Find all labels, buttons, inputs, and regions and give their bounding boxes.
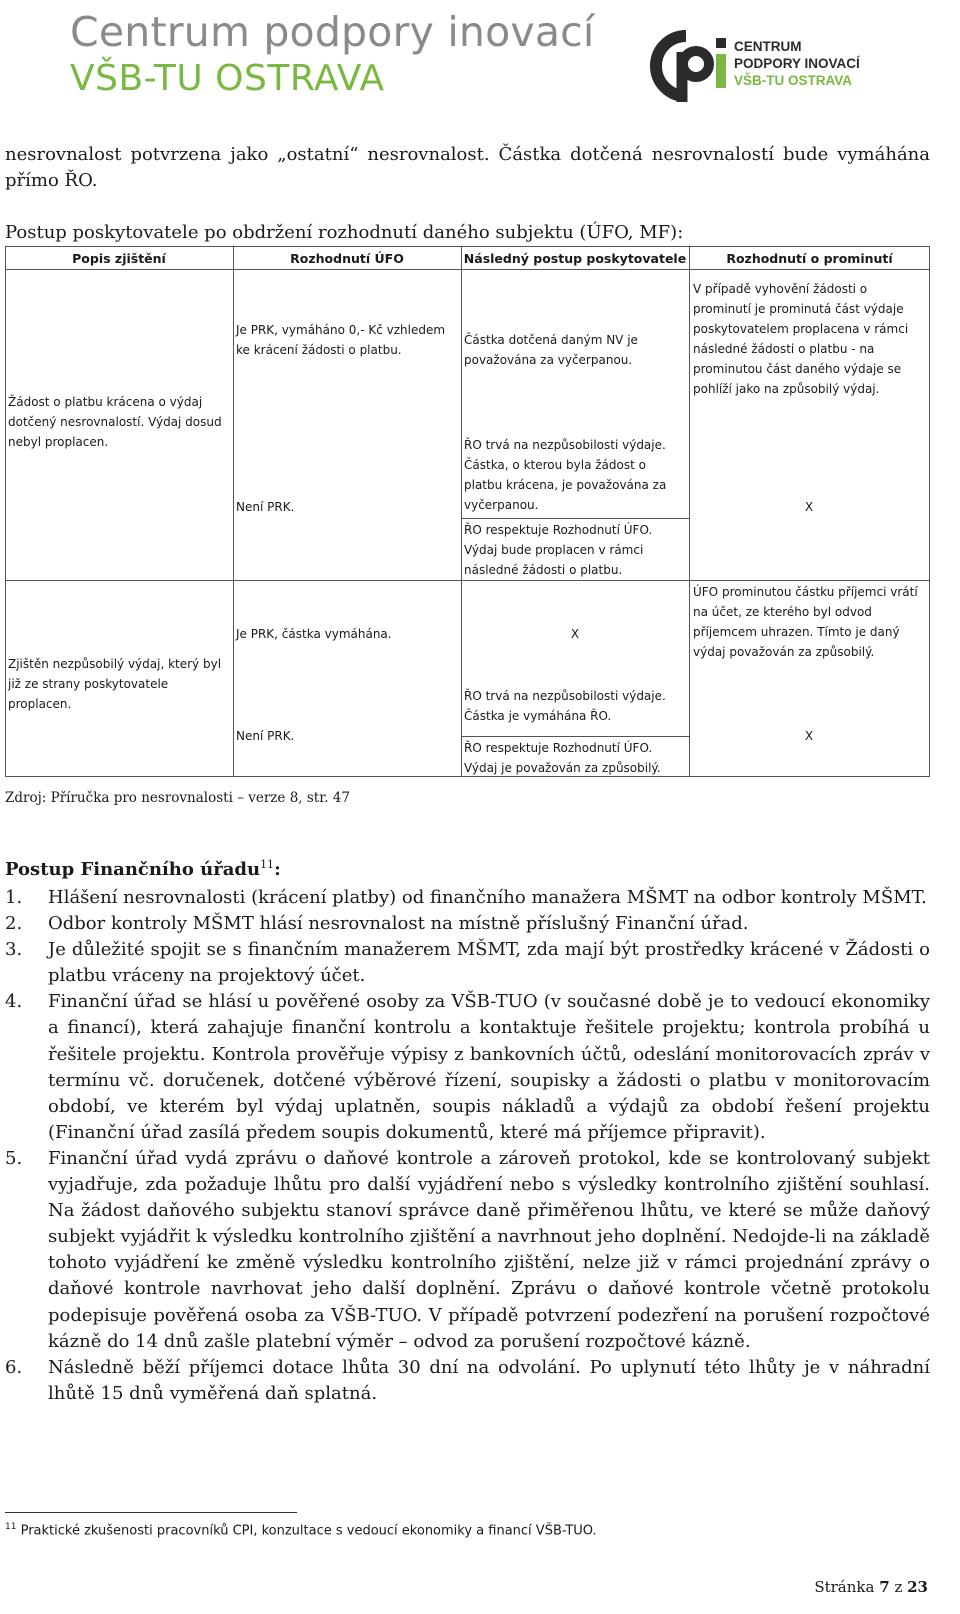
total-pages: 23: [907, 1578, 928, 1596]
list-item: [5, 937, 930, 989]
table-divider: [5, 580, 930, 581]
table-divider: [929, 246, 930, 776]
table-cell: ŘO respektuje Rozhodnutí ÚFO. Výdaj je považován za způsobilý.: [464, 741, 661, 775]
table-cell: Není PRK.: [236, 729, 295, 743]
table-divider: [689, 246, 690, 776]
section-title-colon: :: [274, 859, 281, 880]
footnote: [5, 1522, 597, 1538]
list-number: 5.: [5, 1147, 23, 1169]
intro-paragraph: nesrovnalost potvrzena jako „ostatní“ nesrovnalost. Částka dotčená nesrovnalostí bude vymáhána přímo ŘO.: [5, 144, 930, 191]
list-text: Následně běží příjemci dotace lhůta 30 dní na odvolání. Po uplynutí této lhůty je v náhradní lhůtě 15 dnů vyměřená daň splatná.: [48, 1356, 930, 1404]
page-number: [814, 1578, 928, 1596]
list-number: 3.: [5, 939, 23, 961]
list-number: 1.: [5, 887, 23, 908]
page-of: z: [894, 1578, 903, 1596]
logo-line-2: PODPORY INOVACÍ: [734, 56, 860, 71]
cpi-logo-mark: [648, 30, 730, 106]
list-text: Finanční úřad se hlásí u pověřené osoby za VŠB-TUO (v současné době je to vedoucí ekonomiky a financí), která zahajuje finanční kontrolu a kontaktuje řešitele projektu; kontrola probíhá u řešitele projektu. Kontrola prověřuje výpisy z bankovních účtů, odeslání monitorovacích zpráv v termínu vč. doručenek, dotčené výběrové řízení, soupisky a žádosti o platbu v monitorovacím období, ve kterém byl výdaj uplatněn, soupis nákladů a výdajů za období řešení projektu (Finanční úřad zasílá předem soupis dokumentů, které má příjemce připravit).: [48, 991, 930, 1143]
table-source: Zdroj: Příručka pro nesrovnalosti – verze 8, str. 47: [5, 790, 350, 806]
logo-line-3: VŠB-TU OSTRAVA: [734, 73, 852, 88]
table-cell: Je PRK, vymáháno 0,- Kč vzhledem ke krácení žádosti o platbu.: [236, 323, 446, 357]
list-item: [5, 911, 930, 937]
table-cell: ŘO respektuje Rozhodnutí ÚFO. Výdaj bude proplacen v rámci následné žádosti o platbu.: [464, 523, 653, 577]
current-page: 7: [879, 1578, 890, 1596]
table-divider: [461, 518, 689, 519]
footnote-divider: [5, 1512, 297, 1513]
table-divider: [5, 246, 6, 776]
procedure-list: [5, 885, 930, 1407]
table-cell: Je PRK, částka vymáhána.: [236, 627, 392, 641]
table-header-row: [5, 246, 930, 270]
header-subtitle: VŠB-TU OSTRAVA: [70, 58, 385, 99]
table-cell: X: [804, 729, 814, 743]
list-item: [5, 885, 930, 911]
list-text: Hlášení nesrovnalosti (krácení platby) od finančního manažera MŠMT na odbor kontroly MŠMT.: [48, 887, 927, 908]
list-number: 4.: [5, 991, 23, 1013]
table-cell: X: [804, 500, 814, 514]
footnote-ref[interactable]: 11: [260, 858, 275, 871]
header-title: Centrum podpory inovací: [70, 8, 595, 56]
col-header-procedure: Následný postup poskytovatele: [463, 251, 687, 266]
table-divider: [233, 246, 234, 776]
table-cell: Není PRK.: [236, 500, 295, 514]
list-text: Je důležité spojit se s finančním manažerem MŠMT, zda mají být prostředky krácené v Žádosti o platbu vráceny na projektový účet.: [48, 939, 930, 987]
table-divider: [461, 246, 462, 776]
section-title-text: Postup Finančního úřadu: [5, 859, 261, 880]
col-header-description: Popis zjištění: [72, 251, 166, 266]
table-cell: Žádost o platbu krácena o výdaj dotčený nesrovnalostí. Výdaj dosud nebyl proplacen.: [8, 395, 222, 449]
table-divider: [461, 736, 689, 737]
page-word: Stránka: [814, 1578, 875, 1596]
list-text: Odbor kontroly MŠMT hlásí nesrovnalost na místně příslušný Finanční úřad.: [48, 913, 749, 935]
list-item: [5, 989, 930, 1146]
table-intro: Postup poskytovatele po obdržení rozhodnutí daného subjektu (ÚFO, MF):: [5, 222, 684, 243]
list-item: [5, 1146, 930, 1355]
table-cell: ŘO trvá na nezpůsobilosti výdaje. Částka je vymáhána ŘO.: [464, 689, 666, 723]
section-title: [5, 858, 281, 880]
table-cell: ÚFO prominutou částku příjemci vrátí na účet, ze kterého byl odvod příjemcem uhrazen. Tímto je daný výdaj považován za způsobilý.: [693, 585, 918, 659]
footnote-number: 11: [5, 1522, 17, 1532]
list-number: 6.: [5, 1356, 23, 1378]
logo-line-1: CENTRUM: [734, 39, 802, 54]
cpi-logo: [648, 30, 948, 106]
table-cell: X: [570, 627, 580, 641]
table-cell: ŘO trvá na nezpůsobilosti výdaje. Částka, o kterou byla žádost o platbu krácena, je považována za vyčerpanou.: [464, 438, 667, 512]
table-cell: Zjištěn nezpůsobilý výdaj, který byl již ze strany poskytovatele proplacen.: [8, 657, 222, 711]
list-item: [5, 1355, 930, 1407]
procedure-table: [5, 246, 930, 786]
table-cell: V případě vyhovění žádosti o prominutí je prominutá část výdaje poskytovatelem proplacena v rámci následné žádosti o platbu - na prominutou část daného výdaje se pohlíží jako na způsobilý výdaj.: [693, 282, 909, 396]
footnote-text: Praktické zkušenosti pracovníků CPI, konzultace s vedoucí ekonomiky a financí VŠB-TUO.: [20, 1523, 597, 1539]
list-number: 2.: [5, 913, 23, 935]
table-cell: Částka dotčená daným NV je považována za vyčerpanou.: [464, 333, 638, 367]
col-header-ufo-decision: Rozhodnutí ÚFO: [290, 251, 404, 266]
col-header-waiver: Rozhodnutí o prominutí: [726, 251, 893, 266]
list-text: Finanční úřad vydá zprávu o daňové kontrole a zároveň protokol, kde se kontrolovaný subjekt vyjadřuje, zda požaduje lhůtu pro další vyjádření nebo s výsledky kontrolního zjištění souhlasí. Na žádost daňového subjektu stanoví správce daně přiměřenou lhůtu, ve které se může daňový subjekt vyjádřit k výsledku kontrolního zjištění a navrhnout jeho doplnění. Nedojde-li na základě tohoto vyjádření ke změně výsledku kontrolního zjištění, nelze již v rámci projednání zprávy o daňové kontrole navrhovat jeho další doplnění. Zprávu o daňové kontrole včetně protokolu podepisuje pověřená osoba za VŠB-TUO. V případě potvrzení podezření na porušení rozpočtové kázně do 14 dnů zašle platební výměr – odvod za porušení rozpočtové kázně.: [48, 1147, 930, 1352]
